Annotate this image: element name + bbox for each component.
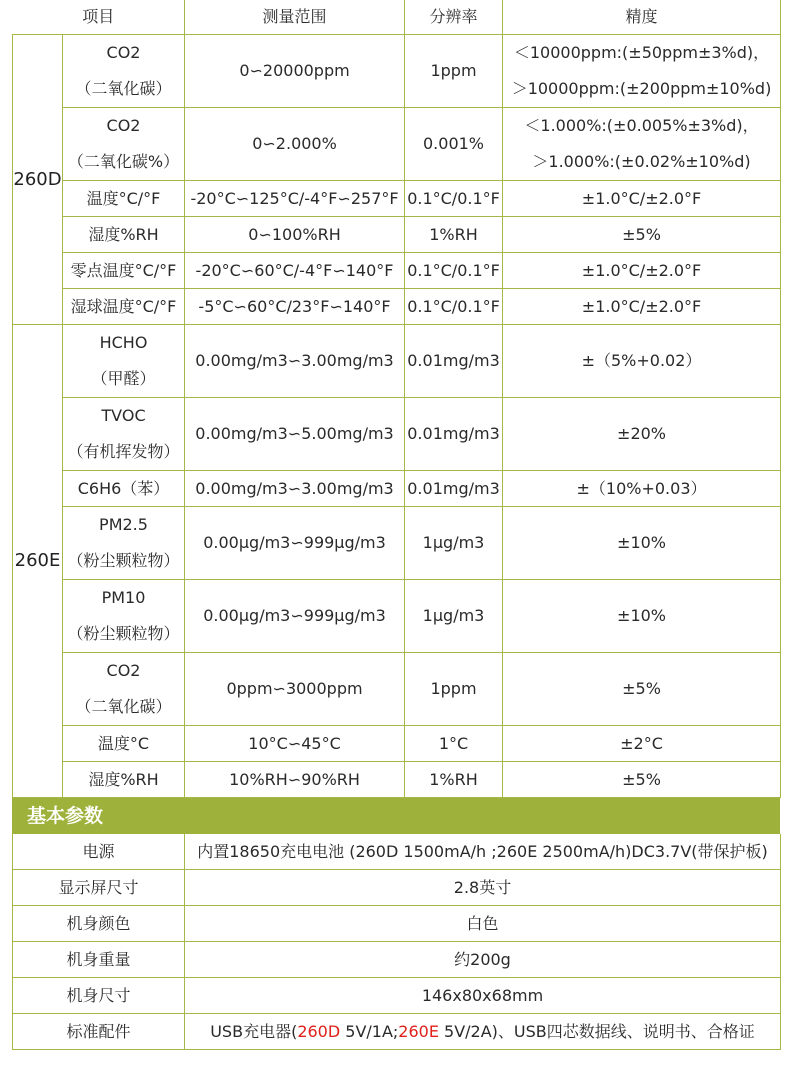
table-row bbox=[13, 35, 781, 108]
cell-range: 0.00mg/m3∽3.00mg/m3 bbox=[185, 325, 405, 398]
param-value: 内置18650充电电池 (260D 1500mA/h ;260E 2500mA/h)DC3.7V(带保护板) bbox=[185, 834, 781, 870]
cell-range: -20°C∽60°C/-4°F∽140°F bbox=[185, 253, 405, 289]
cell-line: （二氧化碳） bbox=[75, 697, 172, 716]
param-label: 机身尺寸 bbox=[13, 978, 185, 1014]
cell-item bbox=[63, 398, 185, 471]
table-row bbox=[13, 325, 781, 398]
table-row bbox=[13, 762, 781, 798]
param-label: 机身重量 bbox=[13, 942, 185, 978]
cell-line: （粉尘颗粒物） bbox=[67, 551, 180, 570]
cell-range: 0.00μg/m3∽999μg/m3 bbox=[185, 580, 405, 653]
cell-item: 零点温度°C/°F bbox=[63, 253, 185, 289]
cell-item bbox=[63, 507, 185, 580]
header-item: 项目 bbox=[13, 0, 185, 35]
table-row bbox=[13, 398, 781, 471]
cell-resolution: 0.001% bbox=[405, 108, 503, 181]
cell-item bbox=[63, 325, 185, 398]
cell-accuracy: ±10% bbox=[503, 580, 781, 653]
table-row bbox=[13, 653, 781, 726]
cell-accuracy: ±1.0°C/±2.0°F bbox=[503, 181, 781, 217]
table-row bbox=[13, 978, 781, 1014]
cell-line: CO2 bbox=[106, 661, 141, 680]
cell-resolution: 0.01mg/m3 bbox=[405, 471, 503, 507]
param-value bbox=[185, 1014, 781, 1050]
cell-accuracy bbox=[503, 108, 781, 181]
table-row bbox=[13, 870, 781, 906]
table-row bbox=[13, 507, 781, 580]
param-label: 机身颜色 bbox=[13, 906, 185, 942]
table-row bbox=[13, 906, 781, 942]
basic-params-table bbox=[12, 834, 781, 1050]
cell-item: 湿度%RH bbox=[63, 217, 185, 253]
cell-range: 0.00mg/m3∽3.00mg/m3 bbox=[185, 471, 405, 507]
cell-resolution: 0.01mg/m3 bbox=[405, 325, 503, 398]
cell-accuracy bbox=[503, 35, 781, 108]
cell-accuracy: ±（5%+0.02） bbox=[503, 325, 781, 398]
table-row bbox=[13, 834, 781, 870]
model-260d-highlight: 260D bbox=[297, 1022, 341, 1041]
cell-range: 0.00mg/m3∽5.00mg/m3 bbox=[185, 398, 405, 471]
accessories-mid: 5V/1A; bbox=[340, 1022, 399, 1041]
cell-range: 10°C∽45°C bbox=[185, 726, 405, 762]
cell-resolution: 0.1°C/0.1°F bbox=[405, 181, 503, 217]
cell-accuracy: ±1.0°C/±2.0°F bbox=[503, 289, 781, 325]
header-range: 测量范围 bbox=[185, 0, 405, 35]
cell-line: CO2 bbox=[106, 116, 141, 135]
cell-resolution: 1ppm bbox=[405, 35, 503, 108]
table-row bbox=[13, 289, 781, 325]
model-260e-highlight: 260E bbox=[398, 1022, 439, 1041]
cell-line: HCHO bbox=[99, 333, 148, 352]
param-label: 标准配件 bbox=[13, 1014, 185, 1050]
cell-line: TVOC bbox=[101, 406, 146, 425]
cell-line: ＞10000ppm:(±200ppm±10%d) bbox=[511, 79, 772, 98]
cell-accuracy: ±10% bbox=[503, 507, 781, 580]
measurement-table bbox=[12, 0, 781, 798]
cell-item: C6H6（苯） bbox=[63, 471, 185, 507]
table-row bbox=[13, 471, 781, 507]
cell-resolution: 1μg/m3 bbox=[405, 580, 503, 653]
accessories-prefix: USB充电器( bbox=[210, 1022, 298, 1041]
cell-range: -5°C∽60°C/23°F∽140°F bbox=[185, 289, 405, 325]
cell-accuracy: ±1.0°C/±2.0°F bbox=[503, 253, 781, 289]
cell-line: （粉尘颗粒物） bbox=[67, 624, 180, 643]
table-header bbox=[13, 0, 781, 35]
cell-item: 温度°C bbox=[63, 726, 185, 762]
model-label-260e: 260E bbox=[13, 325, 63, 798]
cell-line: （有机挥发物） bbox=[67, 442, 180, 461]
model-label-260d: 260D bbox=[13, 35, 63, 325]
cell-resolution: 1μg/m3 bbox=[405, 507, 503, 580]
cell-item bbox=[63, 108, 185, 181]
cell-resolution: 0.01mg/m3 bbox=[405, 398, 503, 471]
param-value: 2.8英寸 bbox=[185, 870, 781, 906]
cell-accuracy: ±5% bbox=[503, 653, 781, 726]
table-row bbox=[13, 942, 781, 978]
cell-resolution: 1%RH bbox=[405, 217, 503, 253]
cell-range: 0∽100%RH bbox=[185, 217, 405, 253]
cell-item bbox=[63, 35, 185, 108]
accessories-suffix: 5V/2A)、USB四芯数据线、说明书、合格证 bbox=[438, 1022, 755, 1041]
table-row bbox=[13, 726, 781, 762]
param-value: 白色 bbox=[185, 906, 781, 942]
cell-resolution: 0.1°C/0.1°F bbox=[405, 289, 503, 325]
header-accuracy: 精度 bbox=[503, 0, 781, 35]
cell-item: 温度°C/°F bbox=[63, 181, 185, 217]
cell-range: 0∽2.000% bbox=[185, 108, 405, 181]
cell-range: 0ppm∽3000ppm bbox=[185, 653, 405, 726]
cell-resolution: 1%RH bbox=[405, 762, 503, 798]
cell-accuracy: ±（10%+0.03） bbox=[503, 471, 781, 507]
cell-accuracy: ±2°C bbox=[503, 726, 781, 762]
cell-item: 湿球温度°C/°F bbox=[63, 289, 185, 325]
cell-line: （二氧化碳） bbox=[75, 79, 172, 98]
cell-resolution: 0.1°C/0.1°F bbox=[405, 253, 503, 289]
cell-range: 0∽20000ppm bbox=[185, 35, 405, 108]
spec-sheet bbox=[12, 0, 780, 1050]
cell-line: CO2 bbox=[106, 43, 141, 62]
cell-line: PM10 bbox=[101, 588, 146, 607]
param-label: 显示屏尺寸 bbox=[13, 870, 185, 906]
param-label: 电源 bbox=[13, 834, 185, 870]
cell-line: ＞1.000%:(±0.02%±10%d) bbox=[532, 152, 751, 171]
param-value: 146x80x68mm bbox=[185, 978, 781, 1014]
cell-range: 0.00μg/m3∽999μg/m3 bbox=[185, 507, 405, 580]
cell-resolution: 1°C bbox=[405, 726, 503, 762]
cell-item bbox=[63, 580, 185, 653]
table-row bbox=[13, 217, 781, 253]
cell-range: -20°C∽125°C/-4°F∽257°F bbox=[185, 181, 405, 217]
cell-item: 湿度%RH bbox=[63, 762, 185, 798]
cell-line: ＜1.000%:(±0.005%±3%d)， bbox=[524, 116, 759, 135]
cell-range: 10%RH∽90%RH bbox=[185, 762, 405, 798]
cell-accuracy: ±5% bbox=[503, 762, 781, 798]
table-row bbox=[13, 1014, 781, 1050]
cell-line: （二氧化碳%） bbox=[67, 152, 180, 171]
table-row bbox=[13, 580, 781, 653]
table-row bbox=[13, 181, 781, 217]
cell-item bbox=[63, 653, 185, 726]
cell-accuracy: ±20% bbox=[503, 398, 781, 471]
cell-accuracy: ±5% bbox=[503, 217, 781, 253]
cell-line: PM2.5 bbox=[99, 515, 148, 534]
section-title-basic-params: 基本参数 bbox=[12, 798, 780, 834]
cell-resolution: 1ppm bbox=[405, 653, 503, 726]
header-resolution: 分辨率 bbox=[405, 0, 503, 35]
cell-line: （甲醛） bbox=[91, 369, 156, 388]
cell-line: ＜10000ppm:(±50ppm±3%d)， bbox=[513, 43, 770, 62]
table-row bbox=[13, 108, 781, 181]
table-row bbox=[13, 253, 781, 289]
param-value: 约200g bbox=[185, 942, 781, 978]
